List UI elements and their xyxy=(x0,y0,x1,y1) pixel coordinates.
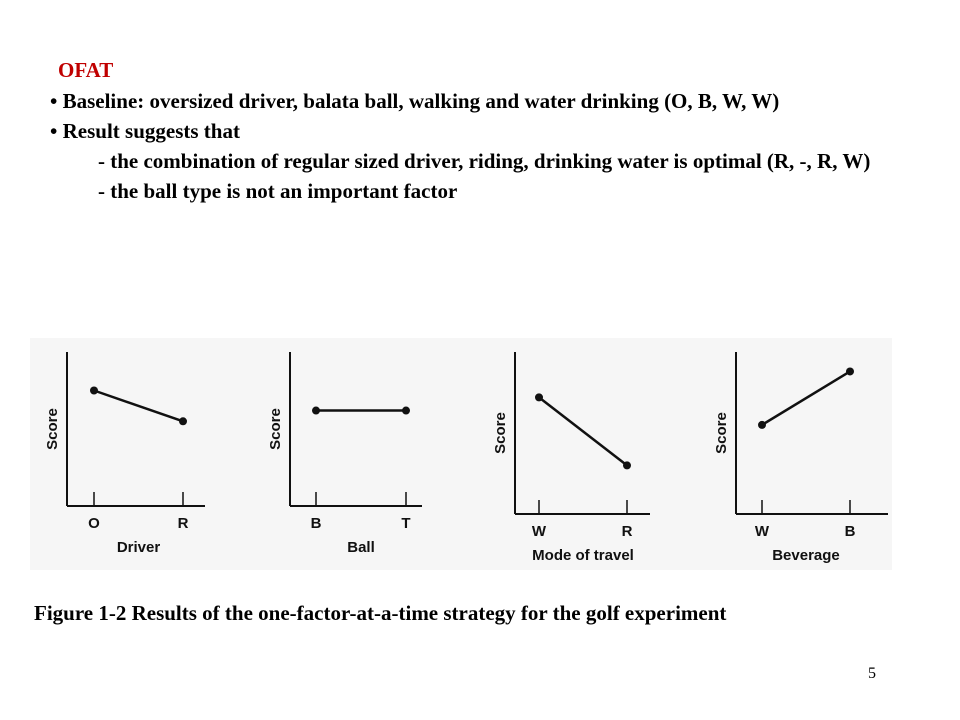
data-point xyxy=(535,393,543,401)
bullet-baseline: • Baseline: oversized driver, balata ball, walking and water drinking (O, B, W, W) xyxy=(50,89,780,113)
x-axis-label: Mode of travel xyxy=(532,547,634,564)
x-axis-label: Driver xyxy=(116,539,161,556)
y-axis-label: Score xyxy=(713,412,730,454)
data-point xyxy=(90,387,98,395)
figure-caption: Figure 1-2 Results of the one-factor-at-a-time strategy for the golf experiment xyxy=(34,601,727,625)
x-tick-label: W xyxy=(531,523,547,540)
y-axis-label: Score xyxy=(44,408,61,450)
bullet-list xyxy=(50,86,930,206)
bullet-result: • Result suggests that xyxy=(50,119,240,143)
sub-bullet-ball-type: - the ball type is not an important factor xyxy=(98,179,458,203)
slide-title: OFAT xyxy=(58,58,114,82)
data-point xyxy=(402,407,410,415)
x-tick-label: T xyxy=(401,515,411,532)
x-tick-label: W xyxy=(754,523,770,540)
x-tick-label: B xyxy=(844,523,856,540)
page-number: 5 xyxy=(868,665,876,682)
data-point xyxy=(846,367,854,375)
x-tick-label: B xyxy=(310,515,322,532)
sub-bullet-optimal: - the combination of regular sized driver, riding, drinking water is optimal (R, -, R, W) xyxy=(98,149,871,173)
y-axis-label: Score xyxy=(492,412,509,454)
series-line xyxy=(94,391,183,422)
data-point xyxy=(758,421,766,429)
figure-panel xyxy=(30,338,892,570)
series-line xyxy=(762,371,850,424)
data-point xyxy=(312,407,320,415)
x-axis-label: Ball xyxy=(347,539,375,556)
x-tick-label: R xyxy=(177,515,189,532)
x-tick-label: O xyxy=(88,515,100,532)
data-point xyxy=(623,461,631,469)
y-axis-label: Score xyxy=(267,408,284,450)
x-axis-label: Beverage xyxy=(772,547,840,564)
ofat-charts xyxy=(30,338,892,570)
series-line xyxy=(539,397,627,465)
data-point xyxy=(179,417,187,425)
x-tick-label: R xyxy=(621,523,633,540)
